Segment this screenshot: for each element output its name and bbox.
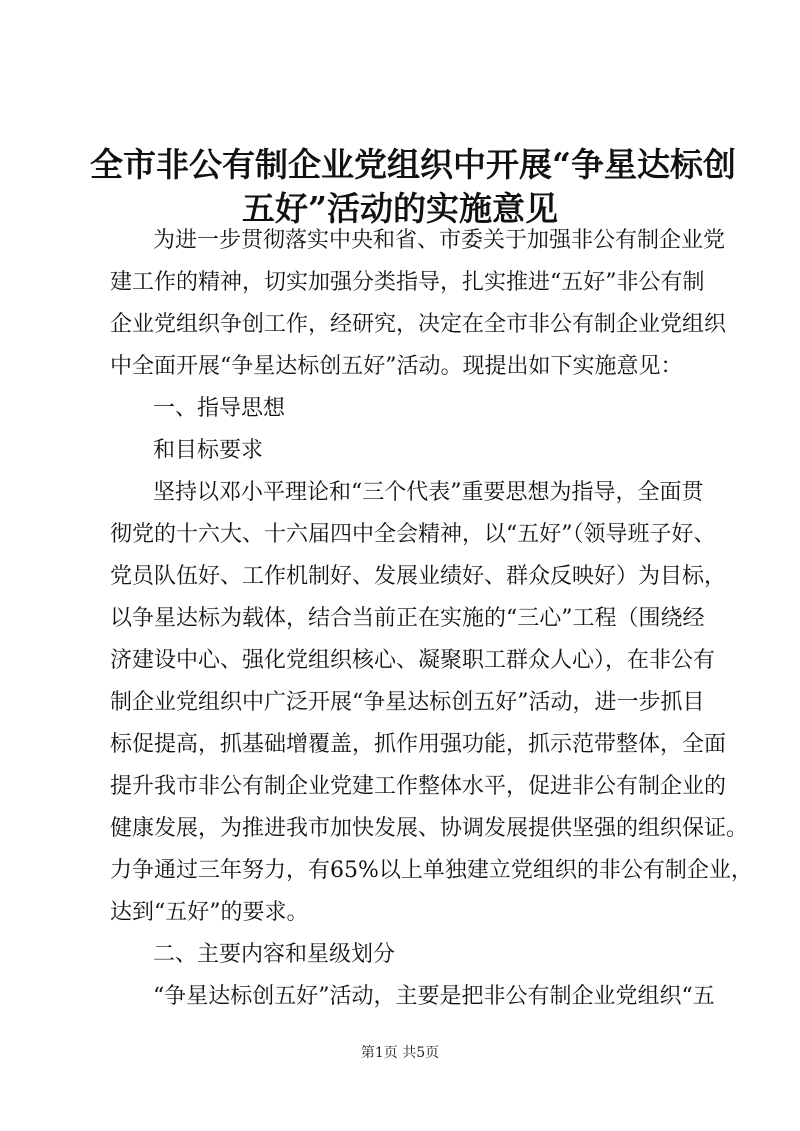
body-line: 为进一步贯彻落实中央和省、市委关于加强非公有制企业党: [153, 228, 726, 253]
body-line: 达到“五好”的要求。: [110, 900, 309, 925]
section-heading-continued: 和目标要求: [153, 438, 264, 463]
body-line: 制企业党组织中广泛开展“争星达标创五好”活动，进一步抓目: [110, 690, 705, 715]
body-line: 济建设中心、强化党组织核心、凝聚职工群众人心），在非公有: [110, 648, 716, 673]
body-line: 坚持以邓小平理论和“三个代表”重要思想为指导，全面贯: [153, 480, 704, 505]
body-line: 健康发展，为推进我市加快发展、协调发展提供坚强的组织保证。: [110, 816, 749, 841]
document-title-line-1: 全市非公有制企业党组织中开展“争星达标创: [90, 145, 736, 184]
body-line: 企业党组织争创工作，经研究，决定在全市非公有制企业党组织: [110, 312, 727, 337]
body-line: 中全面开展“争星达标创五好”活动。现提出如下实施意见：: [110, 354, 683, 379]
body-line: 提升我市非公有制企业党建工作整体水平，促进非公有制企业的: [110, 774, 727, 799]
page-footer: 第1页 共5页: [360, 1045, 440, 1061]
body-line: 建工作的精神，切实加强分类指导，扎实推进“五好”非公有制: [110, 270, 705, 295]
body-line: 彻党的十六大、十六届四中全会精神，以“五好”（领导班子好、: [110, 522, 716, 547]
body-line: 力争通过三年努力，有65%以上单独建立党组织的非公有制企业，: [110, 858, 753, 883]
body-line: 标促提高，抓基础增覆盖，抓作用强功能，抓示范带整体，全面: [110, 732, 727, 757]
body-line: “争星达标创五好”活动，主要是把非公有制企业党组织“五: [153, 984, 715, 1009]
body-line: 以争星达标为载体，结合当前正在实施的“三心”工程（围绕经: [110, 606, 705, 631]
document-title-line-2: 五好”活动的实施意见: [242, 189, 558, 228]
body-line: 党员队伍好、工作机制好、发展业绩好、群众反映好）为目标，: [110, 564, 727, 589]
section-heading: 一、指导思想: [153, 396, 286, 421]
section-heading: 二、主要内容和星级划分: [153, 942, 396, 967]
